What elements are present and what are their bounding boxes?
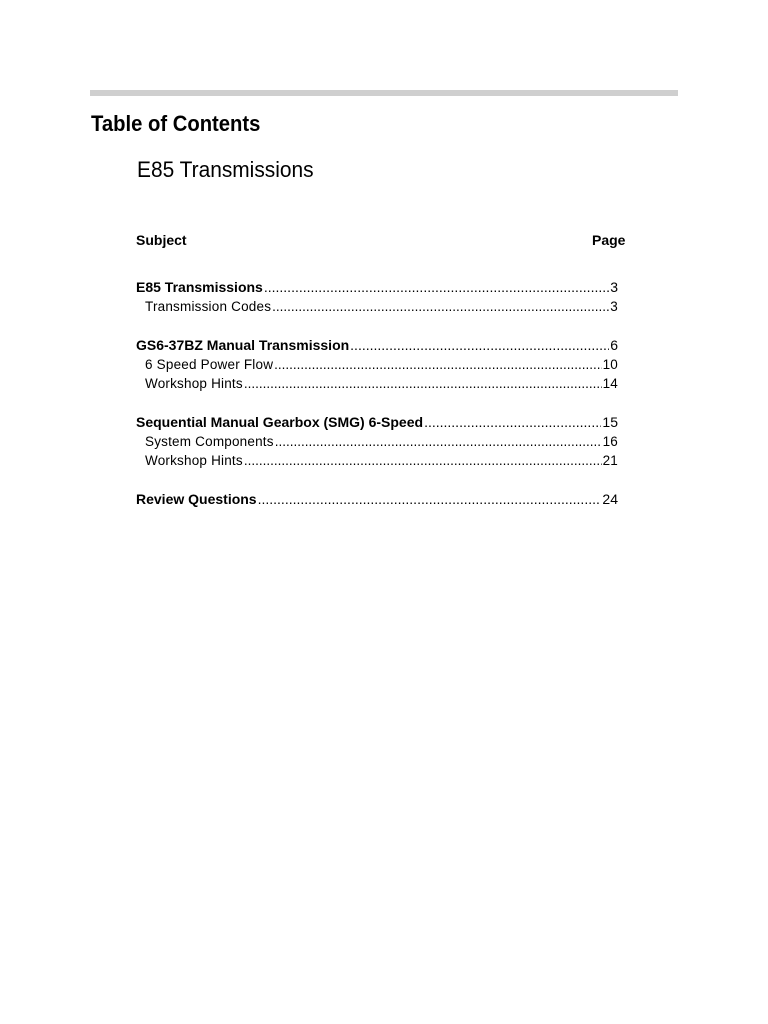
toc-entry-workshop-hints[interactable] [136,374,618,393]
toc-entry-page: 21 [602,453,618,468]
toc-entry-title: 6 Speed Power Flow [145,357,274,372]
toc-entry-page: 6 [610,337,618,353]
toc-entry-page: 3 [610,299,618,314]
dot-leader [424,413,601,432]
toc-entry-sequential-manual-gearbox[interactable] [136,413,618,432]
toc-list [136,278,618,509]
dot-leader [272,297,609,316]
dot-leader [275,432,602,451]
toc-entry-transmission-codes[interactable] [136,297,618,316]
subject-column-header: Subject [136,232,187,248]
document-title: E85 Transmissions [137,157,314,182]
toc-entry-page: 16 [602,434,618,449]
toc-entry-e85-transmissions[interactable] [136,278,618,297]
toc-entry-title: Review Questions [136,491,257,507]
toc-entry-title: GS6-37BZ Manual Transmission [136,337,350,353]
toc-entry-title: E85 Transmissions [136,279,263,295]
toc-entry-6-speed-power-flow[interactable] [136,355,618,374]
toc-entry-page: 3 [610,279,618,295]
top-divider-rule [90,90,678,96]
dot-leader [244,451,602,470]
toc-entry-page: 14 [602,376,618,391]
toc-entry-title: Workshop Hints [145,376,243,391]
dot-leader [258,490,602,509]
dot-leader [274,355,601,374]
toc-entry-title: Transmission Codes [145,299,272,314]
dot-leader [264,278,609,297]
toc-entry-review-questions[interactable] [136,490,618,509]
toc-entry-title: Sequential Manual Gearbox (SMG) 6-Speed [136,414,424,430]
dot-leader [244,374,602,393]
toc-entry-title: System Components [145,434,274,449]
toc-entry-page: 15 [602,414,618,430]
dot-leader [350,336,609,355]
toc-entry-page: 24 [602,491,618,507]
toc-entry-title: Workshop Hints [145,453,243,468]
page-column-header: Page [592,232,626,248]
toc-entry-system-components[interactable] [136,432,618,451]
toc-entry-page: 10 [602,357,618,372]
toc-heading: Table of Contents [91,111,261,136]
toc-entry-workshop-hints-smg[interactable] [136,451,618,470]
toc-entry-gs6-37bz-manual-transmission[interactable] [136,336,618,355]
